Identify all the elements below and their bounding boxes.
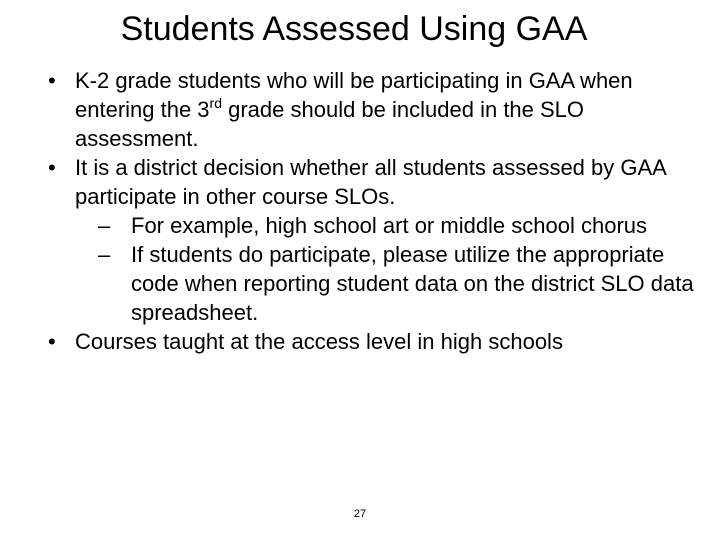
bullet-text-part: K-2 grade students who will be participating in GAA when entering the 3 [75,68,633,122]
sub-bullet-marker: – [98,242,111,267]
bullet-text [75,68,633,151]
sub-bullet-item [48,211,698,240]
bullet-item [48,153,698,211]
bullet-marker: • [48,155,56,180]
bullet-marker: • [48,68,56,93]
sub-bullet-marker: – [98,213,111,238]
slide-title: Students Assessed Using GAA [120,10,588,48]
sub-bullet-item [48,240,698,327]
bullet-list [48,66,698,356]
bullet-marker: • [48,329,56,354]
bullet-item [48,66,698,153]
bullet-text: It is a district decision whether all students assessed by GAA participate in other course SLOs. [75,155,666,209]
bullet-text: Courses taught at the access level in high schools [75,329,563,354]
sub-bullet-text: For example, high school art or middle school chorus [131,213,648,238]
bullet-item [48,327,698,356]
sub-bullet-text: If students do participate, please utilize the appropriate code when reporting student data on the district SLO data spreadsheet. [131,242,694,325]
bullet-text-part: grade should be included in the SLO assessment. [75,97,585,151]
ordinal-superscript: rd [209,95,222,111]
page-number: 27 [353,508,367,520]
